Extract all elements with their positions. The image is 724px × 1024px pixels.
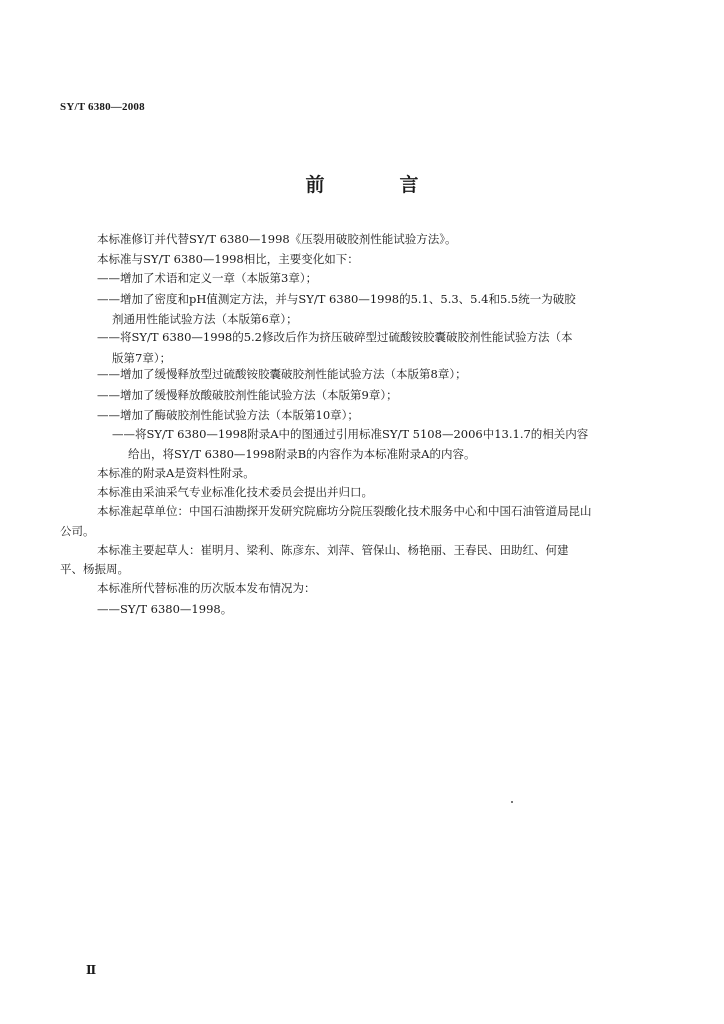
body-line-drafting-unit-cont: 公司。 xyxy=(60,524,95,538)
list-item-4: ——增加了缓慢释放型过硫酸铵胶囊破胶剂性能试验方法（本版第8章）； xyxy=(97,367,467,381)
list-item-3: ——将SY/T 6380—1998的5.2修改后作为挤压破碎型过硫酸铵胶囊破胶剂性能试验方法（本 xyxy=(97,330,573,344)
list-item-6: ——增加了酶破胶剂性能试验方法（本版第10章）； xyxy=(97,408,359,422)
body-line-2: 本标准与SY/T 6380—1998相比，主要变化如下： xyxy=(97,252,359,266)
page-title xyxy=(0,170,724,197)
list-item-3-cont: 版第7章）； xyxy=(112,351,172,365)
body-line-history: 本标准所代替标准的历次版本发布情况为： xyxy=(97,581,316,595)
list-item-5: ——增加了缓慢释放酸破胶剂性能试验方法（本版第9章）； xyxy=(97,388,398,402)
body-line-drafters: 本标准主要起草人：崔明月、梁利、陈彦东、刘萍、管保山、杨艳丽、王春民、田助红、何建 xyxy=(97,543,569,557)
list-item-1: ——增加了术语和定义一章（本版第3章）； xyxy=(97,271,318,285)
list-item-7: ——将SY/T 6380—1998附录A中的图通过引用标准SY/T 5108—2006中13.1.7的相关内容 xyxy=(112,427,589,441)
history-item-1: ——SY/T 6380—1998。 xyxy=(97,602,233,616)
list-item-2-cont: 剂通用性能试验方法（本版第6章）； xyxy=(112,312,298,326)
body-line-annex: 本标准的附录A是资料性附录。 xyxy=(97,466,255,480)
scan-speck xyxy=(511,801,513,803)
list-item-7-cont: 给出，将SY/T 6380—1998附录B的内容作为本标准附录A的内容。 xyxy=(128,447,476,461)
body-line-drafting-unit: 本标准起草单位：中国石油勘探开发研究院廊坊分院压裂酸化技术服务中心和中国石油管道局昆山 xyxy=(97,504,592,518)
page-number: Ⅱ xyxy=(86,963,97,977)
page-title-text: 前 言 xyxy=(305,174,447,196)
standard-code-header: SY/T 6380—2008 xyxy=(60,101,145,113)
body-line-drafters-cont: 平、杨振周。 xyxy=(60,562,129,576)
body-line-1: 本标准修订并代替SY/T 6380—1998《压裂用破胶剂性能试验方法》。 xyxy=(97,232,457,246)
list-item-2: ——增加了密度和pH值测定方法，并与SY/T 6380—1998的5.1、5.3、5.4和5.5统一为破胶 xyxy=(97,292,576,306)
body-line-proposer: 本标准由采油采气专业标准化技术委员会提出并归口。 xyxy=(97,485,373,499)
